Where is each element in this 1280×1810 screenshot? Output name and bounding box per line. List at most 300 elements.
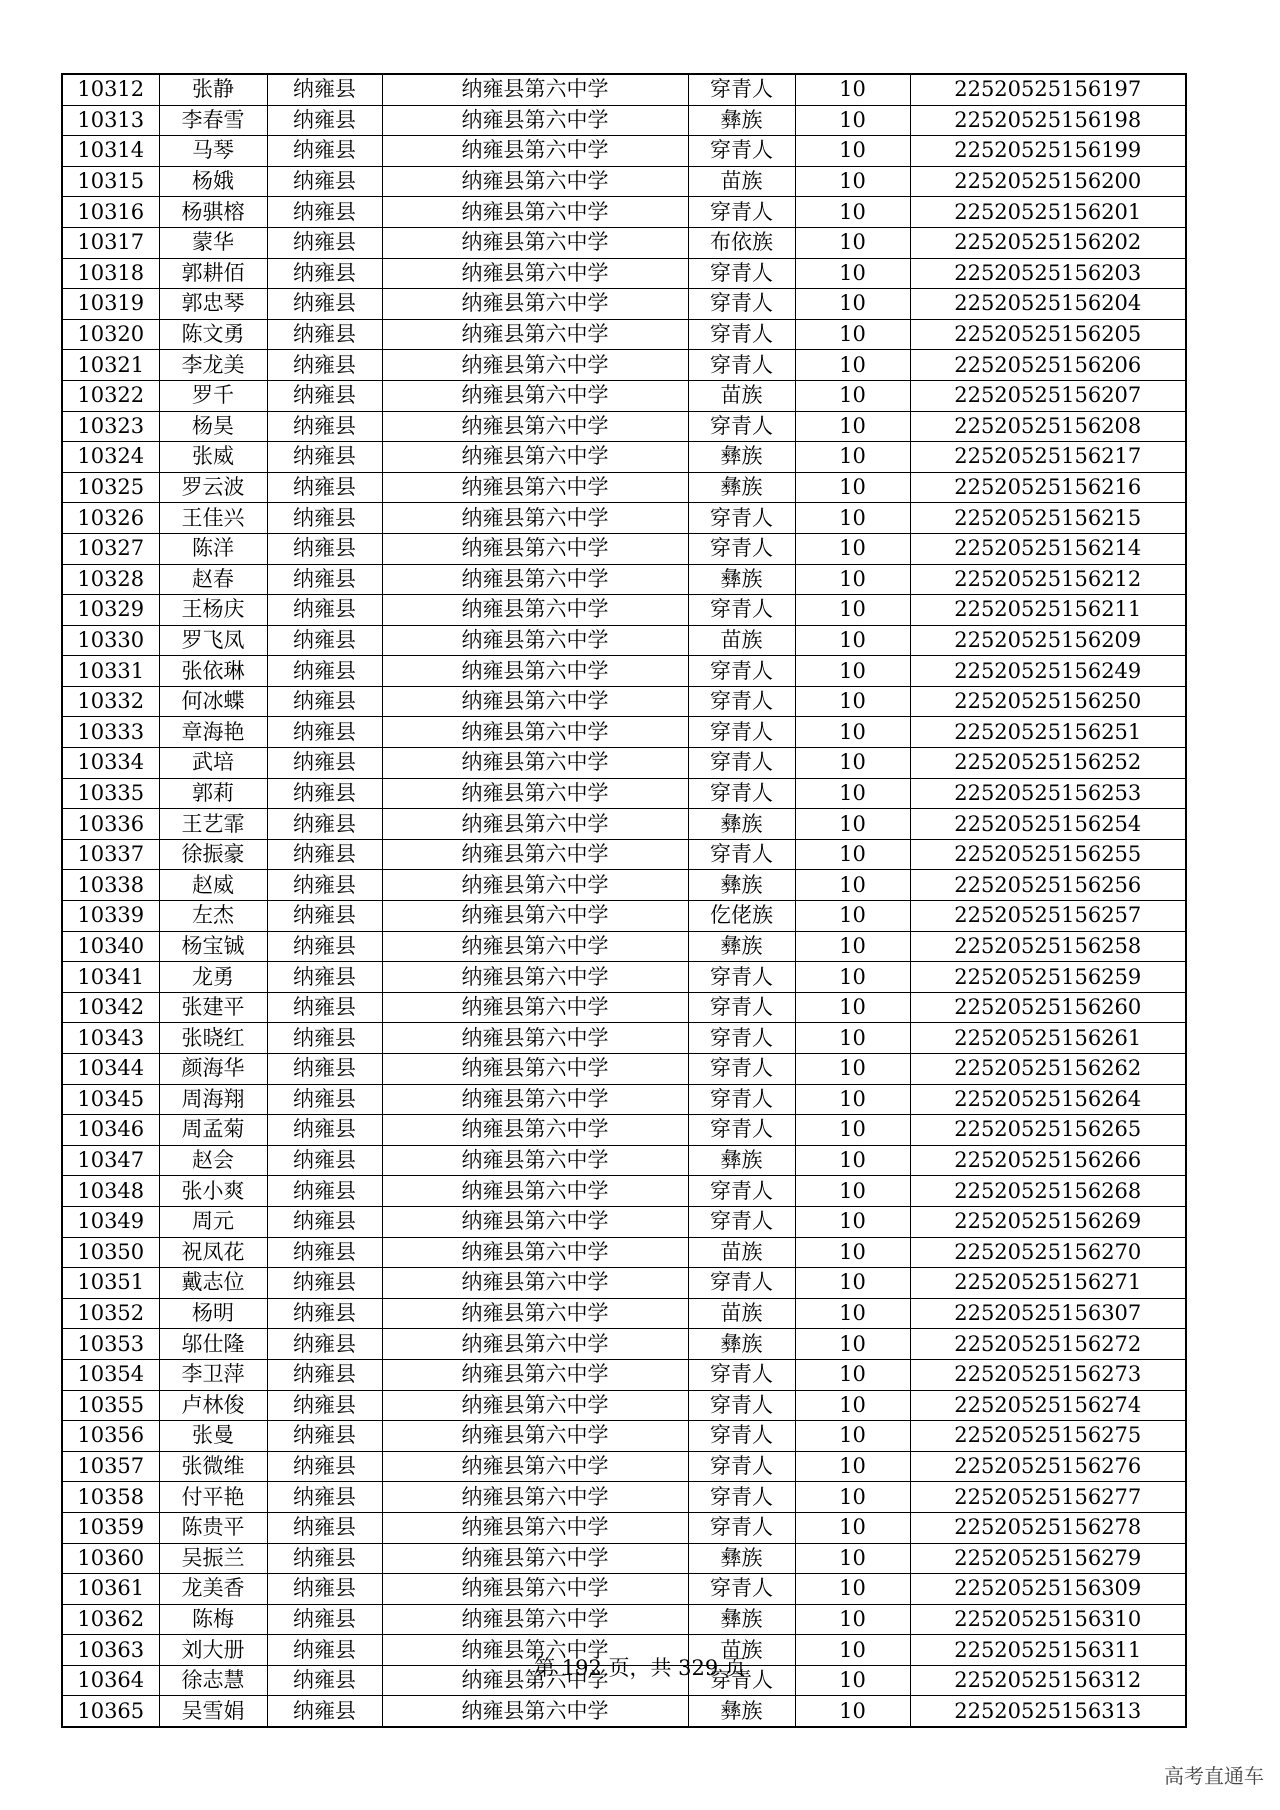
student-name-cell: 张曼 [159, 1421, 267, 1452]
registration-number-cell: 22520525156279 [910, 1543, 1186, 1574]
school-name-cell: 纳雍县第六中学 [382, 1084, 688, 1115]
county-cell: 纳雍县 [267, 1482, 382, 1513]
grade-cell: 10 [795, 1084, 910, 1115]
grade-cell: 10 [795, 686, 910, 717]
grade-cell: 10 [795, 1574, 910, 1605]
county-cell: 纳雍县 [267, 105, 382, 136]
seq-number-cell: 10350 [62, 1237, 159, 1268]
school-name-cell: 纳雍县第六中学 [382, 74, 688, 105]
seq-number-cell: 10325 [62, 472, 159, 503]
seq-number-cell: 10330 [62, 625, 159, 656]
grade-cell: 10 [795, 1054, 910, 1085]
ethnicity-cell: 穿青人 [688, 1421, 795, 1452]
grade-cell: 10 [795, 1023, 910, 1054]
student-name-cell: 龙勇 [159, 962, 267, 993]
registration-number-cell: 22520525156201 [910, 197, 1186, 228]
ethnicity-cell: 穿青人 [688, 136, 795, 167]
table-row [62, 1604, 1186, 1635]
seq-number-cell: 10332 [62, 686, 159, 717]
school-name-cell: 纳雍县第六中学 [382, 962, 688, 993]
school-name-cell: 纳雍县第六中学 [382, 1604, 688, 1635]
seq-number-cell: 10337 [62, 839, 159, 870]
watermark-text: 高考直通车 [1164, 1764, 1264, 1788]
registration-number-cell: 22520525156276 [910, 1451, 1186, 1482]
student-name-cell: 赵会 [159, 1145, 267, 1176]
seq-number-cell: 10364 [62, 1665, 159, 1696]
school-name-cell: 纳雍县第六中学 [382, 1390, 688, 1421]
county-cell: 纳雍县 [267, 350, 382, 381]
registration-number-cell: 22520525156208 [910, 411, 1186, 442]
grade-cell: 10 [795, 1543, 910, 1574]
school-name-cell: 纳雍县第六中学 [382, 258, 688, 289]
county-cell: 纳雍县 [267, 1665, 382, 1696]
grade-cell: 10 [795, 1482, 910, 1513]
county-cell: 纳雍县 [267, 564, 382, 595]
registration-number-cell: 22520525156256 [910, 870, 1186, 901]
ethnicity-cell: 穿青人 [688, 1482, 795, 1513]
student-name-cell: 陈贵平 [159, 1512, 267, 1543]
ethnicity-cell: 穿青人 [688, 1390, 795, 1421]
seq-number-cell: 10314 [62, 136, 159, 167]
registration-number-cell: 22520525156250 [910, 686, 1186, 717]
registration-number-cell: 22520525156268 [910, 1176, 1186, 1207]
student-name-cell: 付平艳 [159, 1482, 267, 1513]
ethnicity-cell: 穿青人 [688, 1084, 795, 1115]
student-name-cell: 赵威 [159, 870, 267, 901]
seq-number-cell: 10313 [62, 105, 159, 136]
table-row [62, 1115, 1186, 1146]
seq-number-cell: 10348 [62, 1176, 159, 1207]
seq-number-cell: 10331 [62, 656, 159, 687]
school-name-cell: 纳雍县第六中学 [382, 686, 688, 717]
grade-cell: 10 [795, 472, 910, 503]
student-name-cell: 王艺霏 [159, 809, 267, 840]
seq-number-cell: 10318 [62, 258, 159, 289]
school-name-cell: 纳雍县第六中学 [382, 748, 688, 779]
seq-number-cell: 10358 [62, 1482, 159, 1513]
grade-cell: 10 [795, 748, 910, 779]
grade-cell: 10 [795, 717, 910, 748]
registration-number-cell: 22520525156271 [910, 1268, 1186, 1299]
school-name-cell: 纳雍县第六中学 [382, 1512, 688, 1543]
ethnicity-cell: 彝族 [688, 931, 795, 962]
student-name-cell: 杨骐榕 [159, 197, 267, 228]
seq-number-cell: 10346 [62, 1115, 159, 1146]
student-name-cell: 王杨庆 [159, 595, 267, 626]
student-name-cell: 张静 [159, 74, 267, 105]
student-name-cell: 祝凤花 [159, 1237, 267, 1268]
registration-number-cell: 22520525156264 [910, 1084, 1186, 1115]
county-cell: 纳雍县 [267, 227, 382, 258]
county-cell: 纳雍县 [267, 595, 382, 626]
county-cell: 纳雍县 [267, 1176, 382, 1207]
registration-number-cell: 22520525156313 [910, 1696, 1186, 1727]
student-name-cell: 郭耕佰 [159, 258, 267, 289]
school-name-cell: 纳雍县第六中学 [382, 1543, 688, 1574]
ethnicity-cell: 穿青人 [688, 1023, 795, 1054]
ethnicity-cell: 穿青人 [688, 686, 795, 717]
grade-cell: 10 [795, 1390, 910, 1421]
ethnicity-cell: 穿青人 [688, 992, 795, 1023]
school-name-cell: 纳雍县第六中学 [382, 1329, 688, 1360]
registration-number-cell: 22520525156275 [910, 1421, 1186, 1452]
ethnicity-cell: 彝族 [688, 1543, 795, 1574]
school-name-cell: 纳雍县第六中学 [382, 1421, 688, 1452]
school-name-cell: 纳雍县第六中学 [382, 595, 688, 626]
county-cell: 纳雍县 [267, 1298, 382, 1329]
table-row [62, 1237, 1186, 1268]
table-row [62, 809, 1186, 840]
grade-cell: 10 [795, 442, 910, 473]
registration-number-cell: 22520525156253 [910, 778, 1186, 809]
grade-cell: 10 [795, 289, 910, 320]
county-cell: 纳雍县 [267, 1390, 382, 1421]
table-row [62, 289, 1186, 320]
student-name-cell: 卢林俊 [159, 1390, 267, 1421]
registration-number-cell: 22520525156252 [910, 748, 1186, 779]
grade-cell: 10 [795, 595, 910, 626]
county-cell: 纳雍县 [267, 411, 382, 442]
school-name-cell: 纳雍县第六中学 [382, 166, 688, 197]
seq-number-cell: 10334 [62, 748, 159, 779]
table-row [62, 625, 1186, 656]
seq-number-cell: 10356 [62, 1421, 159, 1452]
student-name-cell: 张依琳 [159, 656, 267, 687]
school-name-cell: 纳雍县第六中学 [382, 931, 688, 962]
ethnicity-cell: 苗族 [688, 166, 795, 197]
ethnicity-cell: 穿青人 [688, 656, 795, 687]
grade-cell: 10 [795, 901, 910, 932]
student-roster-table [61, 73, 1187, 1728]
student-name-cell: 李龙美 [159, 350, 267, 381]
school-name-cell: 纳雍县第六中学 [382, 1696, 688, 1727]
county-cell: 纳雍县 [267, 1023, 382, 1054]
ethnicity-cell: 穿青人 [688, 962, 795, 993]
seq-number-cell: 10335 [62, 778, 159, 809]
registration-number-cell: 22520525156259 [910, 962, 1186, 993]
county-cell: 纳雍县 [267, 197, 382, 228]
county-cell: 纳雍县 [267, 319, 382, 350]
ethnicity-cell: 穿青人 [688, 1359, 795, 1390]
grade-cell: 10 [795, 931, 910, 962]
seq-number-cell: 10353 [62, 1329, 159, 1360]
seq-number-cell: 10361 [62, 1574, 159, 1605]
ethnicity-cell: 穿青人 [688, 1115, 795, 1146]
registration-number-cell: 22520525156277 [910, 1482, 1186, 1513]
seq-number-cell: 10317 [62, 227, 159, 258]
grade-cell: 10 [795, 1115, 910, 1146]
school-name-cell: 纳雍县第六中学 [382, 227, 688, 258]
seq-number-cell: 10328 [62, 564, 159, 595]
county-cell: 纳雍县 [267, 258, 382, 289]
student-name-cell: 徐振豪 [159, 839, 267, 870]
ethnicity-cell: 穿青人 [688, 258, 795, 289]
registration-number-cell: 22520525156274 [910, 1390, 1186, 1421]
seq-number-cell: 10336 [62, 809, 159, 840]
county-cell: 纳雍县 [267, 1084, 382, 1115]
county-cell: 纳雍县 [267, 1574, 382, 1605]
seq-number-cell: 10363 [62, 1635, 159, 1666]
school-name-cell: 纳雍县第六中学 [382, 1206, 688, 1237]
school-name-cell: 纳雍县第六中学 [382, 319, 688, 350]
grade-cell: 10 [795, 1512, 910, 1543]
school-name-cell: 纳雍县第六中学 [382, 1482, 688, 1513]
student-name-cell: 蒙华 [159, 227, 267, 258]
ethnicity-cell: 穿青人 [688, 350, 795, 381]
school-name-cell: 纳雍县第六中学 [382, 411, 688, 442]
table-row [62, 1512, 1186, 1543]
grade-cell: 10 [795, 319, 910, 350]
seq-number-cell: 10342 [62, 992, 159, 1023]
registration-number-cell: 22520525156265 [910, 1115, 1186, 1146]
grade-cell: 10 [795, 656, 910, 687]
ethnicity-cell: 穿青人 [688, 839, 795, 870]
grade-cell: 10 [795, 992, 910, 1023]
student-name-cell: 马琴 [159, 136, 267, 167]
registration-number-cell: 22520525156198 [910, 105, 1186, 136]
registration-number-cell: 22520525156312 [910, 1665, 1186, 1696]
table-row [62, 564, 1186, 595]
table-row [62, 839, 1186, 870]
school-name-cell: 纳雍县第六中学 [382, 1237, 688, 1268]
county-cell: 纳雍县 [267, 1206, 382, 1237]
registration-number-cell: 22520525156251 [910, 717, 1186, 748]
school-name-cell: 纳雍县第六中学 [382, 1451, 688, 1482]
grade-cell: 10 [795, 1451, 910, 1482]
registration-number-cell: 22520525156211 [910, 595, 1186, 626]
school-name-cell: 纳雍县第六中学 [382, 1298, 688, 1329]
student-name-cell: 罗云波 [159, 472, 267, 503]
student-name-cell: 罗飞凤 [159, 625, 267, 656]
seq-number-cell: 10315 [62, 166, 159, 197]
seq-number-cell: 10340 [62, 931, 159, 962]
student-name-cell: 徐志慧 [159, 1665, 267, 1696]
seq-number-cell: 10321 [62, 350, 159, 381]
ethnicity-cell: 苗族 [688, 1635, 795, 1666]
student-name-cell: 邬仕隆 [159, 1329, 267, 1360]
school-name-cell: 纳雍县第六中学 [382, 809, 688, 840]
seq-number-cell: 10323 [62, 411, 159, 442]
grade-cell: 10 [795, 197, 910, 228]
student-name-cell: 陈文勇 [159, 319, 267, 350]
ethnicity-cell: 穿青人 [688, 1268, 795, 1299]
grade-cell: 10 [795, 166, 910, 197]
ethnicity-cell: 苗族 [688, 380, 795, 411]
grade-cell: 10 [795, 1206, 910, 1237]
ethnicity-cell: 彝族 [688, 870, 795, 901]
seq-number-cell: 10327 [62, 533, 159, 564]
student-name-cell: 郭忠琴 [159, 289, 267, 320]
ethnicity-cell: 穿青人 [688, 503, 795, 534]
grade-cell: 10 [795, 1237, 910, 1268]
ethnicity-cell: 穿青人 [688, 1176, 795, 1207]
grade-cell: 10 [795, 839, 910, 870]
seq-number-cell: 10326 [62, 503, 159, 534]
registration-number-cell: 22520525156307 [910, 1298, 1186, 1329]
seq-number-cell: 10359 [62, 1512, 159, 1543]
seq-number-cell: 10333 [62, 717, 159, 748]
registration-number-cell: 22520525156266 [910, 1145, 1186, 1176]
seq-number-cell: 10362 [62, 1604, 159, 1635]
grade-cell: 10 [795, 1359, 910, 1390]
student-name-cell: 周海翔 [159, 1084, 267, 1115]
grade-cell: 10 [795, 564, 910, 595]
registration-number-cell: 22520525156217 [910, 442, 1186, 473]
grade-cell: 10 [795, 1665, 910, 1696]
county-cell: 纳雍县 [267, 931, 382, 962]
table-row [62, 74, 1186, 105]
seq-number-cell: 10344 [62, 1054, 159, 1085]
county-cell: 纳雍县 [267, 1696, 382, 1727]
school-name-cell: 纳雍县第六中学 [382, 656, 688, 687]
registration-number-cell: 22520525156262 [910, 1054, 1186, 1085]
registration-number-cell: 22520525156200 [910, 166, 1186, 197]
school-name-cell: 纳雍县第六中学 [382, 503, 688, 534]
student-name-cell: 杨宝铖 [159, 931, 267, 962]
seq-number-cell: 10320 [62, 319, 159, 350]
school-name-cell: 纳雍县第六中学 [382, 350, 688, 381]
ethnicity-cell: 穿青人 [688, 319, 795, 350]
table-row [62, 1574, 1186, 1605]
county-cell: 纳雍县 [267, 1329, 382, 1360]
registration-number-cell: 22520525156206 [910, 350, 1186, 381]
county-cell: 纳雍县 [267, 717, 382, 748]
county-cell: 纳雍县 [267, 533, 382, 564]
grade-cell: 10 [795, 778, 910, 809]
roster-body [62, 74, 1186, 1727]
registration-number-cell: 22520525156204 [910, 289, 1186, 320]
grade-cell: 10 [795, 870, 910, 901]
registration-number-cell: 22520525156254 [910, 809, 1186, 840]
grade-cell: 10 [795, 380, 910, 411]
table-row [62, 992, 1186, 1023]
student-name-cell: 吴雪娟 [159, 1696, 267, 1727]
table-row [62, 1023, 1186, 1054]
school-name-cell: 纳雍县第六中学 [382, 1054, 688, 1085]
student-name-cell: 张威 [159, 442, 267, 473]
county-cell: 纳雍县 [267, 166, 382, 197]
table-row [62, 595, 1186, 626]
grade-cell: 10 [795, 533, 910, 564]
table-row [62, 1696, 1186, 1727]
county-cell: 纳雍县 [267, 1145, 382, 1176]
ethnicity-cell: 彝族 [688, 564, 795, 595]
seq-number-cell: 10351 [62, 1268, 159, 1299]
school-name-cell: 纳雍县第六中学 [382, 625, 688, 656]
county-cell: 纳雍县 [267, 1421, 382, 1452]
table-row [62, 901, 1186, 932]
student-name-cell: 张建平 [159, 992, 267, 1023]
seq-number-cell: 10349 [62, 1206, 159, 1237]
county-cell: 纳雍县 [267, 656, 382, 687]
seq-number-cell: 10322 [62, 380, 159, 411]
table-row [62, 748, 1186, 779]
ethnicity-cell: 彝族 [688, 1145, 795, 1176]
registration-number-cell: 22520525156260 [910, 992, 1186, 1023]
student-name-cell: 杨明 [159, 1298, 267, 1329]
table-row [62, 1084, 1186, 1115]
seq-number-cell: 10365 [62, 1696, 159, 1727]
ethnicity-cell: 仡佬族 [688, 901, 795, 932]
school-name-cell: 纳雍县第六中学 [382, 992, 688, 1023]
registration-number-cell: 22520525156209 [910, 625, 1186, 656]
school-name-cell: 纳雍县第六中学 [382, 442, 688, 473]
table-row [62, 1482, 1186, 1513]
registration-number-cell: 22520525156269 [910, 1206, 1186, 1237]
student-name-cell: 李卫萍 [159, 1359, 267, 1390]
student-name-cell: 杨昊 [159, 411, 267, 442]
ethnicity-cell: 穿青人 [688, 533, 795, 564]
grade-cell: 10 [795, 411, 910, 442]
school-name-cell: 纳雍县第六中学 [382, 901, 688, 932]
county-cell: 纳雍县 [267, 503, 382, 534]
student-name-cell: 赵春 [159, 564, 267, 595]
county-cell: 纳雍县 [267, 901, 382, 932]
school-name-cell: 纳雍县第六中学 [382, 1115, 688, 1146]
county-cell: 纳雍县 [267, 1543, 382, 1574]
county-cell: 纳雍县 [267, 962, 382, 993]
school-name-cell: 纳雍县第六中学 [382, 289, 688, 320]
school-name-cell: 纳雍县第六中学 [382, 136, 688, 167]
county-cell: 纳雍县 [267, 1237, 382, 1268]
student-name-cell: 周元 [159, 1206, 267, 1237]
school-name-cell: 纳雍县第六中学 [382, 839, 688, 870]
registration-number-cell: 22520525156261 [910, 1023, 1186, 1054]
table-row [62, 105, 1186, 136]
ethnicity-cell: 彝族 [688, 809, 795, 840]
ethnicity-cell: 苗族 [688, 1237, 795, 1268]
county-cell: 纳雍县 [267, 686, 382, 717]
table-row [62, 533, 1186, 564]
grade-cell: 10 [795, 1268, 910, 1299]
grade-cell: 10 [795, 503, 910, 534]
student-name-cell: 龙美香 [159, 1574, 267, 1605]
county-cell: 纳雍县 [267, 289, 382, 320]
registration-number-cell: 22520525156207 [910, 380, 1186, 411]
student-name-cell: 罗千 [159, 380, 267, 411]
grade-cell: 10 [795, 74, 910, 105]
registration-number-cell: 22520525156311 [910, 1635, 1186, 1666]
student-name-cell: 颜海华 [159, 1054, 267, 1085]
school-name-cell: 纳雍县第六中学 [382, 1635, 688, 1666]
table-row [62, 197, 1186, 228]
table-row [62, 717, 1186, 748]
county-cell: 纳雍县 [267, 136, 382, 167]
table-row [62, 1206, 1186, 1237]
table-row [62, 656, 1186, 687]
table-row [62, 1054, 1186, 1085]
table-row [62, 136, 1186, 167]
ethnicity-cell: 彝族 [688, 442, 795, 473]
registration-number-cell: 22520525156310 [910, 1604, 1186, 1635]
registration-number-cell: 22520525156257 [910, 901, 1186, 932]
table-row [62, 962, 1186, 993]
school-name-cell: 纳雍县第六中学 [382, 1176, 688, 1207]
table-row [62, 686, 1186, 717]
ethnicity-cell: 穿青人 [688, 1512, 795, 1543]
registration-number-cell: 22520525156205 [910, 319, 1186, 350]
school-name-cell: 纳雍县第六中学 [382, 870, 688, 901]
ethnicity-cell: 穿青人 [688, 778, 795, 809]
student-name-cell: 郭莉 [159, 778, 267, 809]
seq-number-cell: 10360 [62, 1543, 159, 1574]
ethnicity-cell: 苗族 [688, 625, 795, 656]
ethnicity-cell: 穿青人 [688, 1665, 795, 1696]
county-cell: 纳雍县 [267, 442, 382, 473]
table-row [62, 442, 1186, 473]
school-name-cell: 纳雍县第六中学 [382, 105, 688, 136]
ethnicity-cell: 彝族 [688, 1604, 795, 1635]
